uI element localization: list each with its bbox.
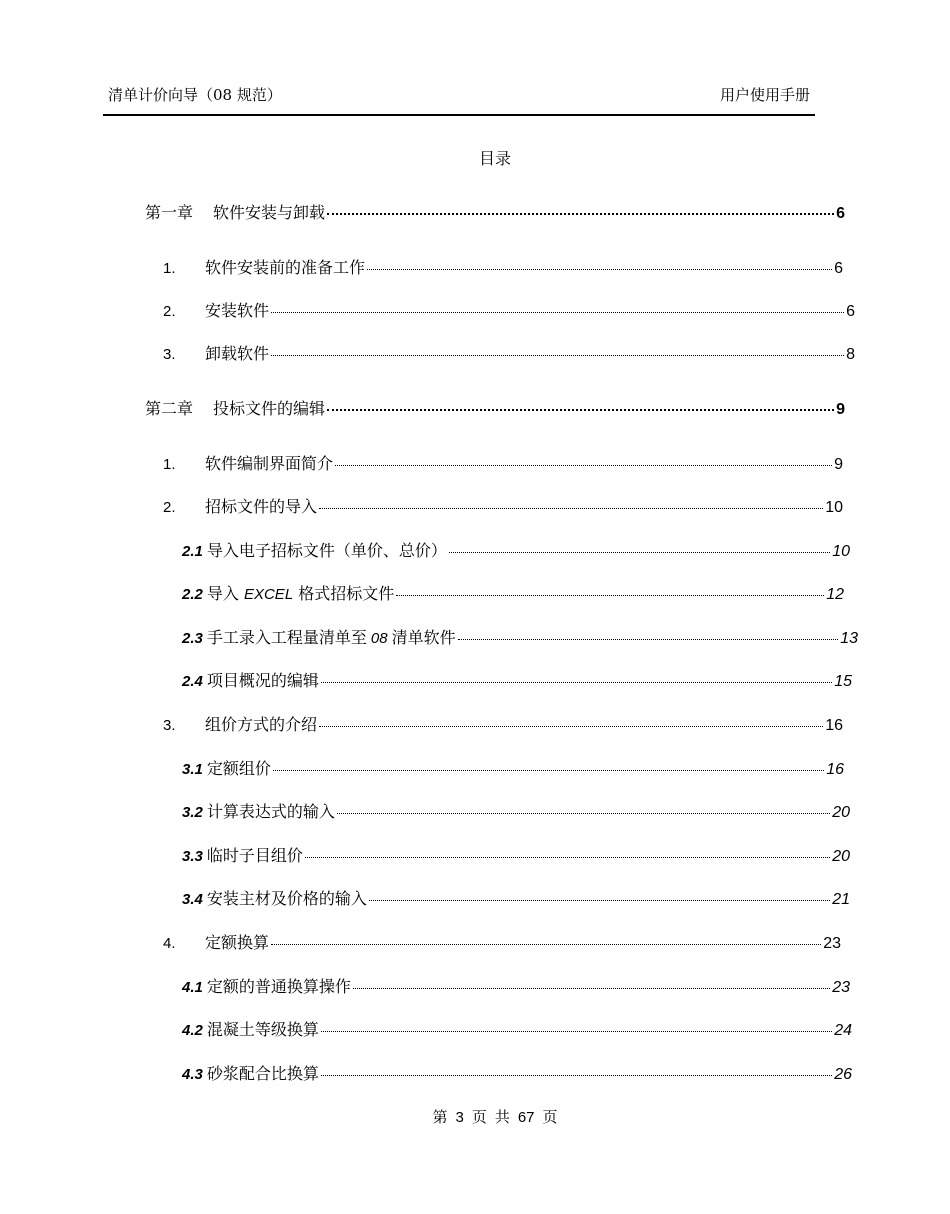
header-manual-name: 用户使用手册	[719, 86, 810, 104]
page-number: 16	[825, 717, 843, 734]
page-number: 23	[832, 979, 850, 996]
toc-entry[interactable]	[163, 255, 843, 279]
page-number: 12	[826, 586, 844, 603]
entry-title: 招标文件的导入	[205, 497, 318, 516]
dot-leader	[335, 465, 832, 466]
toc-chapter-1[interactable]	[145, 200, 845, 224]
entry-title: 软件安装前的准备工作	[205, 258, 366, 277]
entry-title: 项目概况的编辑	[206, 671, 319, 690]
entry-title: 砂浆配合比换算	[206, 1064, 319, 1083]
entry-title: 导入电子招标文件（单价、总价）	[206, 541, 447, 560]
toc-entry[interactable]	[163, 451, 843, 475]
page-number: 21	[832, 891, 850, 908]
entry-number: 2.1	[182, 543, 203, 560]
toc-subentry[interactable]	[182, 538, 850, 562]
entry-title: 组价方式的介绍	[205, 715, 318, 734]
page-number: 6	[846, 303, 855, 320]
entry-number: 3.2	[182, 804, 203, 821]
entry-title: 手工录入工程量清单至 08 清单软件	[206, 628, 456, 647]
page-number: 10	[825, 499, 843, 516]
toc-entry[interactable]	[163, 298, 855, 322]
dot-leader	[271, 355, 844, 356]
dot-leader	[319, 508, 823, 509]
footer-text: 共	[494, 1108, 510, 1126]
toc-title: 目录	[478, 149, 511, 168]
toc-subentry[interactable]	[182, 756, 844, 780]
page-number: 20	[832, 804, 850, 821]
entry-title: 卸载软件	[205, 344, 270, 363]
dot-leader	[271, 312, 844, 313]
dot-leader	[271, 944, 821, 945]
toc-subentry[interactable]	[182, 1061, 852, 1085]
entry-number: 3.3	[182, 848, 203, 865]
entry-title: 计算表达式的输入	[206, 802, 335, 821]
toc-entry[interactable]	[163, 712, 843, 736]
dot-leader	[367, 269, 832, 270]
toc-entry[interactable]	[163, 341, 855, 365]
entry-number: 2.2	[182, 586, 203, 603]
toc-subentry[interactable]	[182, 668, 852, 692]
dot-leader	[273, 770, 824, 771]
chapter-title: 软件安装与卸载	[213, 203, 326, 222]
dot-leader	[458, 639, 839, 640]
entry-number: 3.	[163, 717, 176, 734]
page-number: 20	[832, 848, 850, 865]
chapter-number: 第二章	[145, 399, 194, 418]
dot-leader	[305, 857, 830, 858]
dot-leader	[369, 900, 830, 901]
entry-number: 2.3	[182, 630, 203, 647]
entry-title: 定额组价	[206, 759, 271, 778]
toc-subentry[interactable]	[182, 1017, 852, 1041]
entry-title: 软件编制界面简介	[205, 454, 334, 473]
dot-leader	[353, 988, 830, 989]
page-number: 9	[834, 456, 843, 473]
dot-leader	[321, 1031, 832, 1032]
header-doc-title: 清单计价向导（08 规范）	[108, 86, 282, 104]
toc-subentry[interactable]	[182, 974, 850, 998]
footer-text: 页	[471, 1108, 487, 1126]
entry-title: 安装主材及价格的输入	[206, 889, 367, 908]
entry-number: 2.	[163, 499, 176, 516]
entry-number: 3.1	[182, 761, 203, 778]
page-footer	[0, 1106, 950, 1127]
entry-number: 4.	[163, 935, 176, 952]
toc-subentry[interactable]	[182, 625, 858, 649]
page-number: 13	[840, 630, 858, 647]
page-number: 26	[834, 1066, 852, 1083]
page-number: 10	[832, 543, 850, 560]
toc-chapter-2[interactable]	[145, 396, 845, 420]
page-number: 16	[826, 761, 844, 778]
entry-number: 3.4	[182, 891, 203, 908]
page-number: 23	[823, 935, 841, 952]
page-number: 8	[846, 346, 855, 363]
dot-leader	[396, 595, 824, 596]
toc-subentry[interactable]	[182, 799, 850, 823]
dot-leader	[321, 1075, 832, 1076]
entry-number: 2.4	[182, 673, 203, 690]
dot-leader	[319, 726, 823, 727]
dot-leader	[327, 409, 834, 411]
dot-leader	[449, 552, 830, 553]
entry-number: 4.1	[182, 979, 203, 996]
entry-number: 1.	[163, 456, 176, 473]
entry-title: 导入 EXCEL 格式招标文件	[206, 584, 395, 603]
entry-number: 3.	[163, 346, 176, 363]
dot-leader	[337, 813, 830, 814]
entry-title: 安装软件	[205, 301, 270, 320]
footer-text: 第	[432, 1108, 448, 1126]
page-number: 24	[834, 1022, 852, 1039]
entry-title: 临时子目组价	[206, 846, 303, 865]
entry-title: 定额的普通换算操作	[206, 977, 351, 996]
entry-number: 4.2	[182, 1022, 203, 1039]
dot-leader	[327, 213, 834, 215]
toc-entry[interactable]	[163, 494, 843, 518]
entry-title: 混凝土等级换算	[206, 1020, 319, 1039]
chapter-number: 第一章	[145, 203, 194, 222]
entry-number: 2.	[163, 303, 176, 320]
chapter-title: 投标文件的编辑	[213, 399, 326, 418]
current-page-number: 3	[455, 1109, 464, 1126]
page-header	[103, 82, 815, 116]
page-number: 6	[834, 260, 843, 277]
entry-title: 定额换算	[205, 933, 270, 952]
entry-number: 4.3	[182, 1066, 203, 1083]
total-pages-number: 67	[517, 1109, 535, 1126]
toc-entry[interactable]	[163, 930, 841, 954]
entry-number: 1.	[163, 260, 176, 277]
toc-subentry[interactable]	[182, 886, 850, 910]
toc-subentry[interactable]	[182, 581, 844, 605]
page-number: 9	[836, 401, 845, 418]
footer-text: 页	[542, 1108, 558, 1126]
page-number: 6	[836, 205, 845, 222]
page-number: 15	[834, 673, 852, 690]
dot-leader	[321, 682, 832, 683]
toc-subentry[interactable]	[182, 843, 850, 867]
